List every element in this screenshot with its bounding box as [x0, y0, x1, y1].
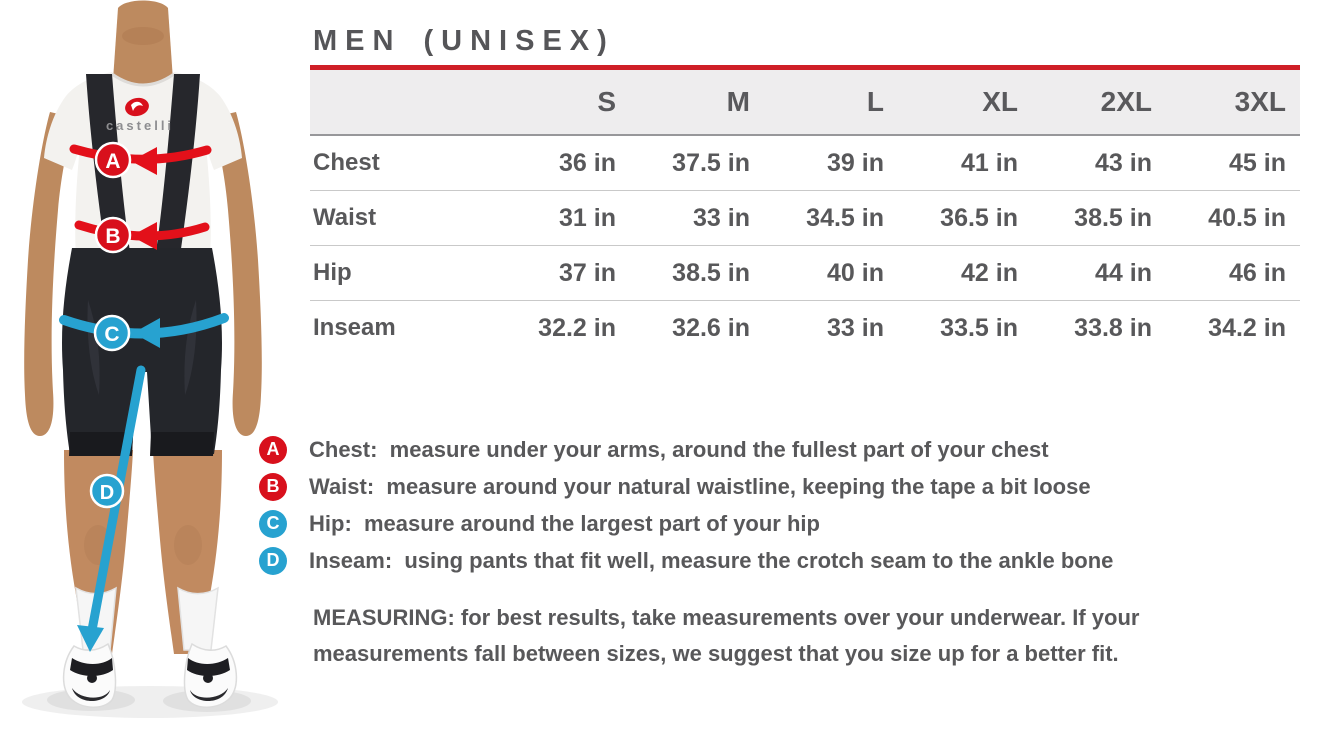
legend-badge-b: B	[259, 473, 287, 501]
col-header-3xl: 3XL	[1234, 86, 1286, 117]
legend-item-chest	[259, 431, 1300, 468]
size-chart-table	[310, 70, 1300, 355]
col-header-l: L	[866, 86, 884, 117]
waist-s: 31 in	[559, 203, 616, 232]
legend-item-inseam	[259, 542, 1300, 579]
hip-m: 38.5 in	[672, 258, 750, 287]
brand-wordmark: castelli	[105, 118, 175, 133]
row-label: Chest	[313, 149, 380, 176]
fit-model-illustration	[0, 0, 310, 737]
chin-shadow	[122, 27, 164, 45]
right-knee-shading	[174, 525, 202, 565]
legend-item-waist	[259, 468, 1300, 505]
inseam-s: 32.2 in	[538, 313, 616, 342]
fit-model-svg	[0, 0, 310, 737]
inseam-xl: 33.5 in	[940, 313, 1018, 342]
legend-badge-c: C	[259, 510, 287, 538]
measurement-legend	[259, 431, 1300, 579]
table-row-waist	[310, 191, 1300, 246]
neck	[113, 1, 173, 90]
hip-3xl: 46 in	[1229, 258, 1286, 287]
row-label: Waist	[313, 204, 377, 231]
hip-l: 40 in	[827, 258, 884, 287]
inseam-l: 33 in	[827, 313, 884, 342]
waist-2xl: 38.5 in	[1074, 203, 1152, 232]
size-chart-header-row	[310, 70, 1300, 136]
right-shoe-dial	[203, 673, 213, 683]
chest-2xl: 43 in	[1095, 148, 1152, 177]
right-sock	[178, 588, 218, 650]
right-leg-band	[150, 432, 214, 456]
legend-text-chest: Chest: measure under your arms, around the fullest part of your chest	[309, 436, 1049, 462]
waist-l: 34.5 in	[806, 203, 884, 232]
chest-l: 39 in	[827, 148, 884, 177]
legend-text-hip: Hip: measure around the largest part of your hip	[309, 510, 820, 536]
bib-shorts	[62, 248, 222, 454]
inseam-marker-letter: D	[99, 482, 115, 504]
legend-text-waist: Waist: measure around your natural waistline, keeping the tape a bit loose	[309, 473, 1091, 499]
col-header-2xl: 2XL	[1100, 86, 1152, 117]
chest-m: 37.5 in	[672, 148, 750, 177]
measuring-note: MEASURING: for best results, take measurements over your underwear. If your measurements fall between sizes, we suggest that you size up for a better fit.	[313, 605, 1146, 666]
table-row-chest	[310, 136, 1300, 191]
left-shoe-dial	[87, 673, 97, 683]
inseam-3xl: 34.2 in	[1208, 313, 1286, 342]
hip-xl: 42 in	[961, 258, 1018, 287]
waist-m: 33 in	[693, 203, 750, 232]
inseam-m: 32.6 in	[672, 313, 750, 342]
inseam-2xl: 33.8 in	[1074, 313, 1152, 342]
hip-marker-letter: C	[104, 323, 120, 346]
table-row-hip	[310, 246, 1300, 301]
row-label: Hip	[313, 259, 352, 286]
legend-badge-a: A	[259, 436, 287, 464]
size-guide-content	[266, 0, 1300, 672]
legend-badge-d: D	[259, 547, 287, 575]
col-header-m: M	[726, 86, 750, 117]
chest-s: 36 in	[559, 148, 616, 177]
waist-3xl: 40.5 in	[1208, 203, 1286, 232]
waist-marker-letter: B	[105, 225, 121, 248]
waist-xl: 36.5 in	[940, 203, 1018, 232]
hip-2xl: 44 in	[1095, 258, 1152, 287]
page-title: MEN (UNISEX)	[313, 25, 615, 57]
chest-3xl: 45 in	[1229, 148, 1286, 177]
chest-marker-letter: A	[105, 150, 121, 173]
col-header-xl: XL	[982, 86, 1018, 117]
table-row-inseam	[310, 301, 1300, 355]
legend-text-inseam: Inseam: using pants that fit well, measure the crotch seam to the ankle bone	[309, 547, 1114, 573]
chest-xl: 41 in	[961, 148, 1018, 177]
legend-item-hip	[259, 505, 1300, 542]
row-label: Inseam	[313, 314, 396, 341]
hip-s: 37 in	[559, 258, 616, 287]
col-header-s: S	[597, 86, 616, 117]
